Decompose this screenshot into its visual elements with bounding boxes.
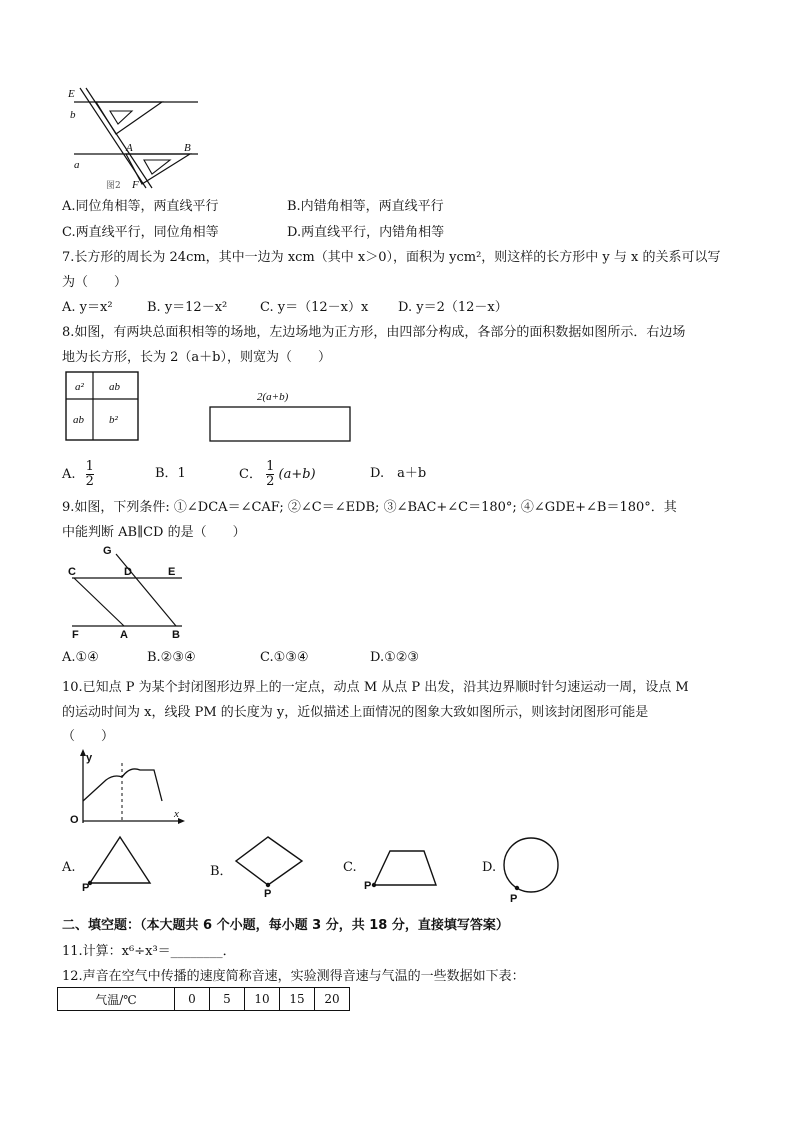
q8-rectangle-figure xyxy=(205,385,355,445)
q10-axis-x: x xyxy=(174,808,179,820)
q12-text: 12.声音在空气中传播的速度简称音速，实验测得音速与气温的一些数据如下表： xyxy=(62,969,525,984)
q12-table-cell: 5 xyxy=(210,988,245,1011)
q6-label-b: b xyxy=(70,109,76,121)
q10-d-point-label: P xyxy=(510,893,518,904)
q7-stem-line1: 7.长方形的周长为 24cm，其中一边为 xcm（其中 x＞0），面积为 ycm²，则这样的长方形中 y 与 x 的关系可以写 xyxy=(62,250,721,265)
q8-c-frac-num: 1 xyxy=(266,459,275,474)
q8-option-a-prefix: A. xyxy=(62,467,76,482)
q9-option-d: D.①②③ xyxy=(370,650,420,665)
q9-label-C: C xyxy=(68,566,76,578)
q10-option-b-rhombus xyxy=(232,833,308,899)
q10-option-a: A. xyxy=(62,860,76,875)
q7-option-c: C. y＝（12－x）x xyxy=(260,300,369,315)
q7-stem-line2: 为（ ） xyxy=(62,275,128,290)
q6-figure xyxy=(66,84,206,192)
q6-caption: 图2 xyxy=(106,181,121,191)
q8-rect-label: 2(a+b) xyxy=(257,391,289,403)
q11-text: 11.计算：x⁶÷x³＝________． xyxy=(62,944,236,959)
q10-stem-line1: 10.已知点 P 为某个封闭图形边界上的一定点，动点 M 从点 P 出发，沿其边界顺时针匀速运动一周，设点 M xyxy=(62,680,689,695)
q12-table-header: 气温/℃ xyxy=(58,988,175,1011)
q6-option-a: A.同位角相等，两直线平行 xyxy=(62,199,219,214)
q10-option-c: C. xyxy=(343,860,357,875)
q9-figure xyxy=(66,544,192,640)
q8-square-figure xyxy=(65,371,141,443)
q9-label-B: B xyxy=(172,629,180,640)
q9-label-A: A xyxy=(120,629,128,640)
q9-stem-line1: 9.如图，下列条件: ①∠DCA＝∠CAF; ②∠C＝∠EDB; ③∠BAC+∠C＝180°; ④∠GDE+∠B＝180°．其 xyxy=(62,500,677,515)
q6-label-B: B xyxy=(184,142,191,154)
q12-table-cell: 20 xyxy=(315,988,350,1011)
q8-cell-b2: b² xyxy=(109,414,118,426)
q9-option-b: B.②③④ xyxy=(147,650,196,665)
q6-option-d: D.两直线平行，内错角相等 xyxy=(287,225,445,240)
q10-stem-line3: （ ） xyxy=(62,729,115,744)
q8-option-c-suffix: (a+b) xyxy=(278,467,316,482)
q8-stem-line1: 8.如图，有两块总面积相等的场地，左边场地为正方形，由四部分构成，各部分的面积数据如图所示．右边场 xyxy=(62,325,686,340)
q8-frac-num: 1 xyxy=(85,459,94,474)
q8-option-c-prefix: C． xyxy=(239,467,262,482)
q7-option-a: A. y＝x² xyxy=(62,300,113,315)
q10-c-point-label: P xyxy=(364,880,372,891)
q10-option-d-circle xyxy=(500,834,562,904)
q6-label-F: F xyxy=(132,179,139,191)
table-row xyxy=(58,988,350,1011)
q8-c-frac-den: 2 xyxy=(266,474,275,489)
q10-b-point-label: P xyxy=(264,888,272,899)
q8-option-c xyxy=(239,460,316,489)
q12-table-cell: 0 xyxy=(175,988,210,1011)
q6-label-a: a xyxy=(74,159,80,171)
q9-option-a: A.①④ xyxy=(62,650,99,665)
q10-option-a-triangle xyxy=(80,833,158,891)
q8-cell-a2: a² xyxy=(75,381,84,393)
q8-option-b: B．1 xyxy=(155,466,186,481)
q12-table xyxy=(57,987,350,1011)
q10-axis-y: y xyxy=(86,752,93,764)
q12-table-cell: 10 xyxy=(245,988,280,1011)
q9-label-G: G xyxy=(103,545,112,557)
q8-option-a xyxy=(62,460,94,489)
q6-label-A: A xyxy=(126,142,133,154)
q9-stem-line2: 中能判断 AB∥CD 的是（ ） xyxy=(62,525,246,540)
q6-option-c: C.两直线平行，同位角相等 xyxy=(62,225,219,240)
q7-option-b: B. y＝12－x² xyxy=(147,300,228,315)
q10-option-b: B． xyxy=(210,864,233,879)
q9-label-E: E xyxy=(168,566,176,578)
q8-option-a-fraction xyxy=(86,460,94,489)
q6-label-E: E xyxy=(68,88,75,100)
q8-option-c-fraction xyxy=(266,460,274,489)
q8-option-d: D. a＋b xyxy=(370,466,427,481)
q9-label-D: D xyxy=(124,566,132,578)
q8-cell-ab-top: ab xyxy=(109,381,120,393)
q6-option-b: B.内错角相等，两直线平行 xyxy=(287,199,444,214)
q9-label-F: F xyxy=(72,629,79,640)
q10-stem-line2: 的运动时间为 x，线段 PM 的长度为 y，近似描述上面情况的图象大致如图所示，则该封闭图形可能是 xyxy=(62,705,649,720)
q10-graph-figure xyxy=(66,747,190,827)
q8-frac-den: 2 xyxy=(85,474,94,489)
q9-option-c: C.①③④ xyxy=(260,650,309,665)
q10-option-d: D. xyxy=(482,860,497,875)
q10-option-c-trapezoid xyxy=(362,845,442,891)
q10-origin: O xyxy=(70,814,79,826)
q12-table-cell: 15 xyxy=(280,988,315,1011)
q7-option-d: D. y＝2（12－x） xyxy=(398,300,508,315)
section2-title: 二、填空题：（本大题共 6 个小题，每小题 3 分，共 18 分，直接填写答案） xyxy=(62,918,509,933)
q10-a-point-label: P xyxy=(82,882,90,891)
q8-stem-line2: 地为长方形，长为 2（a＋b），则宽为（ ） xyxy=(62,350,331,365)
q8-cell-ab-left: ab xyxy=(73,414,84,426)
